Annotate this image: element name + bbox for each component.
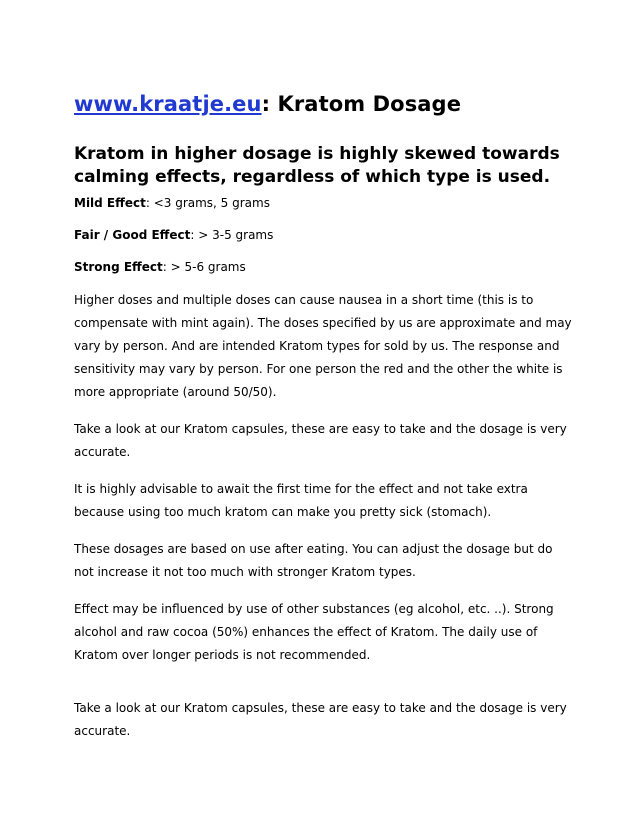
- effect-label: Fair / Good Effect: [74, 228, 191, 242]
- site-link[interactable]: www.kraatje.eu: [74, 92, 262, 116]
- effect-fair-good: [74, 227, 574, 243]
- page-title: [74, 86, 574, 122]
- paragraph-capsules-repeat: Take a look at our Kratom capsules, these are easy to take and the dosage is very accurate.: [74, 701, 567, 738]
- document-page: [74, 86, 574, 743]
- paragraph-capsules: Take a look at our Kratom capsules, these are easy to take and the dosage is very accurate.: [74, 422, 567, 459]
- paragraph-substances: Effect may be influenced by use of other substances (eg alcohol, etc. ..). Strong alcohol and raw cocoa (50%) enhances the effect of Kratom. The daily use of Kratom over longer periods is not recommended.: [74, 602, 554, 662]
- effect-strong: [74, 259, 574, 275]
- paragraph-nausea: Higher doses and multiple doses can cause nausea in a short time (this is to compensate with mint again). The doses specified by us are approximate and may vary by person. And are intended Kratom types for sold by us. The response and sensitivity may vary by person. For one person the red and the other the white is more appropriate (around 50/50).: [74, 293, 572, 399]
- effect-value: : > 5-6 grams: [162, 260, 246, 274]
- effect-value: : > 3-5 grams: [190, 228, 274, 242]
- effect-label: Mild Effect: [74, 196, 146, 210]
- title-text: : Kratom Dosage: [261, 92, 462, 116]
- effect-mild: [74, 195, 574, 211]
- paragraph-advice: It is highly advisable to await the first time for the effect and not take extra because using too much kratom can make you pretty sick (stomach).: [74, 482, 528, 519]
- subheading: Kratom in higher dosage is highly skewed towards calming effects, regardless of which type is used.: [74, 144, 560, 187]
- paragraph-eating: These dosages are based on use after eating. You can adjust the dosage but do not increase it not too much with stronger Kratom types.: [74, 542, 553, 579]
- effect-label: Strong Effect: [74, 260, 163, 274]
- effect-value: : <3 grams, 5 grams: [145, 196, 270, 210]
